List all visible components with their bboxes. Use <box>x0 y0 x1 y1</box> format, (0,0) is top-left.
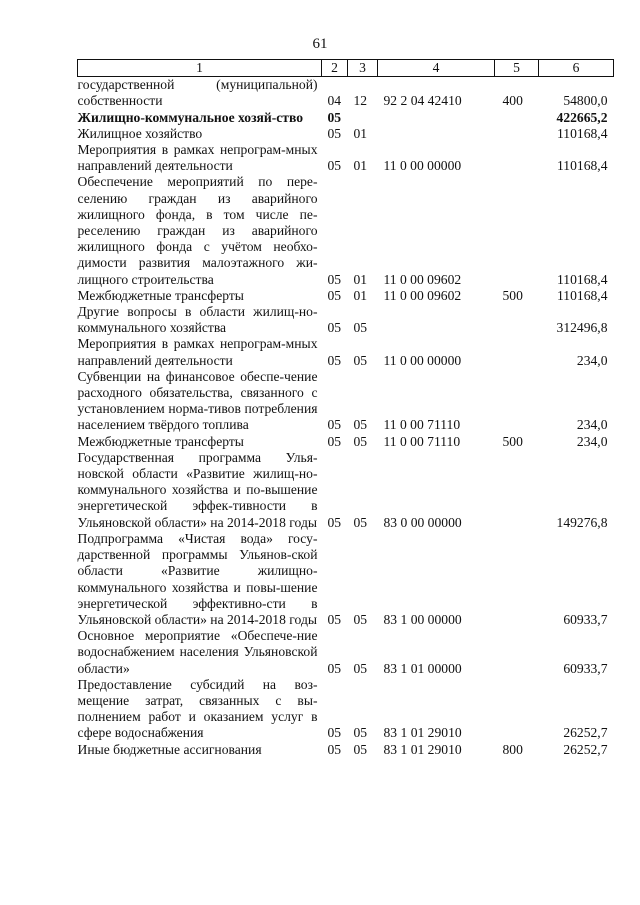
table-header-row <box>78 60 614 77</box>
row-subsection-cell: 05 <box>353 514 368 530</box>
row-section-cell: 05 <box>327 725 342 741</box>
row-name-cell: Мероприятия в рамках непрограм-мных направлений деятельности <box>77 142 318 174</box>
table-row <box>78 450 614 531</box>
row-expense-type-cell <box>495 628 539 677</box>
row-name-cell: Основное мероприятие «Обеспече-ние водоснабжением населения Ульяновской области» <box>77 628 318 676</box>
row-target-article-cell <box>378 126 495 142</box>
table-row <box>78 288 614 304</box>
row-subsection-cell: 01 <box>353 271 368 287</box>
row-section-cell: 05 <box>327 320 342 336</box>
table-row <box>78 142 614 174</box>
row-section-cell: 05 <box>327 158 342 174</box>
row-expense-type-cell <box>495 531 539 628</box>
table-body <box>78 77 614 758</box>
row-subsection-cell: 05 <box>353 433 368 449</box>
header-col-1: 1 <box>78 60 322 77</box>
row-section-cell: 04 <box>327 93 342 109</box>
row-section-cell: 05 <box>327 660 342 676</box>
table-row <box>78 304 614 336</box>
row-expense-type-cell: 400 <box>502 93 523 109</box>
row-target-article-cell <box>378 304 495 336</box>
header-col-2: 2 <box>322 60 348 77</box>
header-col-6: 6 <box>539 60 614 77</box>
row-name-cell: Иные бюджетные ассигнования <box>77 741 262 757</box>
table-row <box>78 77 614 110</box>
row-amount-cell: 110168,4 <box>557 158 608 174</box>
row-name-cell: Другие вопросы в области жилищ-но-коммунального хозяйства <box>77 304 318 336</box>
row-section-cell: 05 <box>327 433 342 449</box>
row-subsection-cell: 05 <box>353 352 368 368</box>
row-name-cell: государственной (муниципальной) собственности <box>77 77 318 109</box>
row-amount-cell: 26252,7 <box>563 725 608 741</box>
row-section-cell: 05 <box>327 125 342 141</box>
row-section-cell: 05 <box>327 271 342 287</box>
row-subsection-cell: 05 <box>353 417 368 433</box>
row-amount-cell: 234,0 <box>576 433 608 449</box>
header-col-5: 5 <box>495 60 539 77</box>
row-amount-cell: 422665,2 <box>556 109 608 125</box>
row-name-cell: Подпрограмма «Чистая вода» госу-дарственной программы Ульянов-ской области «Развитие жилищно-коммунального хозяйства и повы-шение энергетической эффективно-сти в Ульяновской области» на 2014-2018 годы <box>77 530 318 627</box>
row-name-cell: Межбюджетные трансферты <box>77 287 244 303</box>
row-amount-cell: 149276,8 <box>556 514 608 530</box>
table-row <box>78 677 614 742</box>
row-target-article-cell: 92 2 04 42410 <box>383 93 462 109</box>
budget-table-container <box>77 59 613 758</box>
row-section-cell: 05 <box>327 287 342 303</box>
table-row <box>78 336 614 368</box>
row-subsection-cell: 05 <box>353 611 368 627</box>
row-expense-type-cell <box>495 174 539 287</box>
row-amount-cell: 26252,7 <box>563 741 608 757</box>
row-section-cell: 05 <box>327 352 342 368</box>
row-subsection-cell: 12 <box>353 93 368 109</box>
row-target-article-cell: 11 0 00 71110 <box>383 417 461 433</box>
row-expense-type-cell <box>495 304 539 336</box>
row-amount-cell: 234,0 <box>576 417 608 433</box>
row-section-cell: 05 <box>327 514 342 530</box>
row-section-cell: 05 <box>327 109 342 125</box>
row-name-cell: Мероприятия в рамках непрограм-мных направлений деятельности <box>77 336 318 368</box>
row-target-article-cell <box>378 110 495 126</box>
row-target-article-cell: 11 0 00 00000 <box>383 352 462 368</box>
row-amount-cell: 312496,8 <box>556 320 608 336</box>
budget-table <box>77 59 614 758</box>
row-target-article-cell: 83 1 01 00000 <box>383 660 462 676</box>
table-row <box>78 742 614 758</box>
row-expense-type-cell <box>495 110 539 126</box>
row-subsection-cell: 01 <box>353 158 368 174</box>
row-subsection-cell <box>348 110 378 126</box>
row-subsection-cell: 05 <box>353 660 368 676</box>
row-name-cell: Обеспечение мероприятий по пере-селению граждан из аварийного жилищного фонда, в том числе пе-реселению граждан из аварийного жилищного фонда с учётом необхо-димости развития малоэтажного жи-лищного строительства <box>77 174 318 287</box>
row-expense-type-cell <box>495 142 539 174</box>
row-subsection-cell: 01 <box>353 287 368 303</box>
table-row <box>78 110 614 126</box>
header-col-4: 4 <box>378 60 495 77</box>
row-subsection-cell: 05 <box>353 320 368 336</box>
row-name-cell: Субвенции на финансовое обеспе-чение расходного обязательства, связанного с установлением норма-тивов потребления населением твёрдого топлива <box>77 368 318 433</box>
row-expense-type-cell <box>495 369 539 434</box>
row-expense-type-cell <box>495 677 539 742</box>
row-subsection-cell: 05 <box>353 741 368 757</box>
table-row <box>78 369 614 434</box>
row-amount-cell: 110168,4 <box>557 287 608 303</box>
table-row <box>78 434 614 450</box>
row-amount-cell: 60933,7 <box>563 611 608 627</box>
row-expense-type-cell <box>495 450 539 531</box>
row-subsection-cell: 05 <box>353 725 368 741</box>
row-expense-type-cell: 800 <box>502 741 523 757</box>
row-subsection-cell: 01 <box>353 125 368 141</box>
row-target-article-cell: 11 0 00 09602 <box>383 271 462 287</box>
row-name-cell: Жилищное хозяйство <box>77 125 203 141</box>
row-amount-cell: 60933,7 <box>563 660 608 676</box>
row-expense-type-cell: 500 <box>502 433 523 449</box>
row-section-cell: 05 <box>327 417 342 433</box>
row-target-article-cell: 11 0 00 71110 <box>383 433 461 449</box>
row-amount-cell: 54800,0 <box>563 93 608 109</box>
row-name-cell: Предоставление субсидий на воз-мещение затрат, связанных с вы-полнением работ и оказанием услуг в сфере водоснабжения <box>77 676 318 741</box>
row-expense-type-cell <box>495 126 539 142</box>
row-target-article-cell: 83 1 00 00000 <box>383 611 462 627</box>
row-name-cell: Жилищно-коммунальное хозяй-ство <box>77 109 304 125</box>
row-name-cell: Государственная программа Улья-новской области «Развитие жилищ-но-коммунального хозяйства и по-вышение энергетической эффек-тивности в Ульяновской области» на 2014-2018 годы <box>77 449 318 530</box>
row-section-cell: 05 <box>327 611 342 627</box>
row-target-article-cell: 83 1 01 29010 <box>383 741 462 757</box>
row-amount-cell: 110168,4 <box>557 125 608 141</box>
row-target-article-cell: 11 0 00 00000 <box>383 158 462 174</box>
page-number: 61 <box>312 36 328 52</box>
header-col-3: 3 <box>348 60 378 77</box>
table-row <box>78 628 614 677</box>
row-target-article-cell: 11 0 00 09602 <box>383 287 462 303</box>
row-amount-cell: 234,0 <box>576 352 608 368</box>
row-target-article-cell: 83 0 00 00000 <box>383 514 462 530</box>
row-name-cell: Межбюджетные трансферты <box>77 433 244 449</box>
table-row <box>78 126 614 142</box>
table-row <box>78 174 614 287</box>
row-expense-type-cell: 500 <box>502 287 523 303</box>
row-section-cell: 05 <box>327 741 342 757</box>
row-expense-type-cell <box>495 336 539 368</box>
table-row <box>78 531 614 628</box>
row-target-article-cell: 83 1 01 29010 <box>383 725 462 741</box>
row-amount-cell: 110168,4 <box>557 271 608 287</box>
